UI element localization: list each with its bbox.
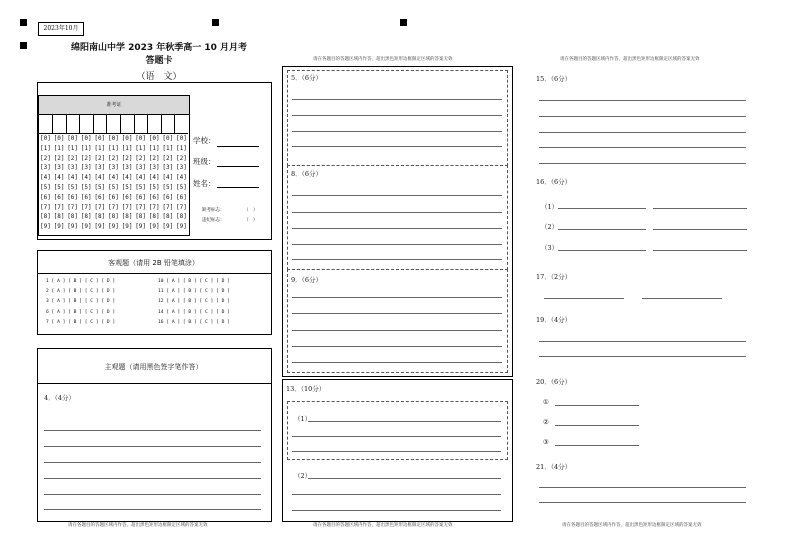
admission-digit[interactable]: [9]	[121, 223, 133, 231]
answer-line[interactable]	[292, 228, 502, 229]
admission-digit[interactable]: [2]	[94, 154, 106, 162]
answer-line[interactable]	[44, 478, 261, 479]
admission-label: 准考证	[39, 96, 189, 115]
notice-col3-bottom: 请在各题目的答题区域内作答，超出黑色矩形边框限定区域的答案无效	[562, 523, 702, 528]
answer-line[interactable]	[292, 362, 502, 363]
q4-answer-box	[37, 383, 272, 522]
admission-digit[interactable]: [0]	[67, 135, 79, 142]
admission-cell[interactable]	[107, 115, 121, 134]
q5-label: 5．（6分）	[291, 74, 323, 82]
admission-digit[interactable]: [1]	[148, 144, 160, 152]
answer-line[interactable]	[539, 487, 746, 488]
admission-digit[interactable]: [7]	[80, 203, 92, 211]
admission-digit[interactable]: [2]	[40, 154, 51, 162]
admission-digit[interactable]: [4]	[53, 174, 65, 182]
q16-part2-label: （2）	[541, 223, 559, 231]
admission-digit[interactable]: [1]	[108, 144, 119, 152]
q9-label: 9．（6分）	[291, 276, 323, 284]
admission-digit[interactable]: [7]	[148, 203, 160, 211]
answer-line[interactable]	[555, 445, 639, 446]
admission-digit[interactable]: [3]	[148, 164, 160, 172]
admission-digit[interactable]: [3]	[40, 164, 51, 172]
mcq-item[interactable]: 12 [ A ] [ B ] [ C ] [ D ]	[158, 299, 230, 304]
class-input[interactable]	[217, 166, 259, 167]
admission-cell[interactable]	[80, 115, 94, 134]
notice-col2-bottom: 请在各题目的答题区域内作答，超出黑色矩形边框限定区域的答案无效	[313, 523, 453, 528]
admission-digit[interactable]: [6]	[135, 193, 147, 201]
admission-digit[interactable]: [0]	[176, 135, 187, 142]
admission-digit-column[interactable]	[94, 134, 105, 232]
admission-digit[interactable]: [0]	[53, 135, 65, 142]
answer-line[interactable]	[292, 195, 502, 196]
name-input[interactable]	[217, 187, 259, 188]
admission-digit[interactable]: [3]	[176, 164, 187, 172]
admission-digit[interactable]: [4]	[148, 174, 160, 182]
answer-line[interactable]	[292, 313, 502, 314]
answer-line[interactable]	[539, 502, 746, 503]
mcq-item[interactable]: 2 [ A ] [ B ] [ C ] [ D ]	[46, 289, 116, 294]
admission-digit-column[interactable]	[135, 134, 146, 232]
admission-digit-column[interactable]	[162, 134, 173, 232]
admission-digit[interactable]: [3]	[53, 164, 65, 172]
answer-line[interactable]	[653, 229, 747, 230]
answer-line[interactable]	[292, 436, 501, 437]
admission-digit[interactable]: [6]	[176, 193, 187, 201]
q4-label: 4．（4分）	[44, 394, 76, 402]
admission-digit[interactable]: [9]	[67, 223, 79, 231]
admission-digit[interactable]: [2]	[67, 154, 79, 162]
answer-line[interactable]	[653, 250, 747, 251]
admission-digit[interactable]: [0]	[80, 135, 92, 142]
q15-label: 15．（6分）	[536, 75, 572, 83]
answer-line[interactable]	[44, 430, 261, 431]
school-title: 绵阳南山中学 2023 年秋季高一 10 月月考	[70, 43, 248, 53]
q8-label: 8．（6分）	[291, 170, 323, 178]
admission-digit[interactable]: [7]	[94, 203, 106, 211]
card-title: 答题卡	[145, 56, 173, 66]
admission-digit[interactable]: [4]	[162, 174, 174, 182]
answer-line[interactable]	[292, 330, 502, 331]
answer-line[interactable]	[642, 298, 722, 299]
admission-digit[interactable]: [5]	[176, 183, 187, 191]
subject-title: （语 文）	[136, 72, 182, 82]
registration-mark-2	[20, 42, 27, 49]
admission-digit[interactable]: [6]	[53, 193, 65, 201]
school-input[interactable]	[217, 146, 259, 147]
admission-digit[interactable]: [9]	[108, 223, 119, 231]
admission-digit[interactable]: [2]	[162, 154, 174, 162]
answer-line[interactable]	[308, 478, 501, 479]
admission-digit[interactable]: [3]	[94, 164, 106, 172]
answer-line[interactable]	[44, 446, 261, 447]
admission-digit[interactable]: [4]	[94, 174, 106, 182]
admission-digit[interactable]: [5]	[53, 183, 65, 191]
answer-line[interactable]	[558, 250, 646, 251]
notice-col2-top: 请在各题目的答题区域内作答，超出黑色矩形边框限定区域的答案无效	[313, 57, 453, 62]
mcq-item[interactable]: 6 [ A ] [ B ] [ C ] [ D ]	[46, 310, 116, 315]
admission-digit[interactable]: [3]	[121, 164, 133, 172]
admission-digit-column[interactable]	[67, 134, 78, 232]
admission-digit[interactable]: [2]	[121, 154, 133, 162]
name-label: 姓名：	[193, 179, 216, 188]
admission-digit[interactable]: [6]	[162, 193, 174, 201]
admission-digit[interactable]: [8]	[80, 213, 92, 221]
answer-line[interactable]	[44, 509, 261, 510]
registration-mark-1	[20, 19, 27, 26]
q16-label: 16．（6分）	[536, 178, 572, 186]
mcq-item[interactable]: 10 [ A ] [ B ] [ C ] [ D ]	[158, 279, 230, 284]
admission-digit[interactable]: [2]	[80, 154, 92, 162]
notice-col1-bottom: 请在各题目的答题区域内作答，超出黑色矩形边框限定区域的答案无效	[68, 523, 208, 528]
admission-digit[interactable]: [5]	[94, 183, 106, 191]
absent-mark-label: 缺考标志：	[202, 208, 225, 213]
q19-label: 19．（4分）	[536, 316, 572, 324]
answer-line[interactable]	[292, 146, 502, 147]
admission-digit[interactable]: [0]	[40, 135, 51, 142]
answer-line[interactable]	[539, 147, 746, 148]
admission-digit[interactable]: [8]	[162, 213, 174, 221]
q20-part1-label: ①	[543, 398, 549, 406]
admission-digit[interactable]: [6]	[40, 193, 51, 201]
admission-digit[interactable]: [8]	[148, 213, 160, 221]
admission-cell[interactable]	[134, 115, 148, 134]
answer-line[interactable]	[544, 298, 624, 299]
admission-digit[interactable]: [8]	[135, 213, 147, 221]
admission-cell[interactable]	[66, 115, 80, 134]
admission-digit[interactable]: [4]	[80, 174, 92, 182]
admission-digit[interactable]: [2]	[148, 154, 160, 162]
objective-title: 客观题（请用 2B 铅笔填涂）	[108, 259, 199, 267]
answer-line[interactable]	[555, 405, 639, 406]
admission-digit[interactable]: [0]	[108, 135, 119, 142]
q13-part2-label: （2）	[294, 472, 312, 480]
admission-digit[interactable]: [3]	[135, 164, 147, 172]
admission-digit[interactable]: [4]	[135, 174, 147, 182]
admission-digit[interactable]: [1]	[67, 144, 79, 152]
admission-digit[interactable]: [5]	[67, 183, 79, 191]
answer-line[interactable]	[44, 494, 261, 495]
admission-digit[interactable]: [5]	[162, 183, 174, 191]
answer-line[interactable]	[292, 510, 501, 511]
mcq-item[interactable]: 16 [ A ] [ B ] [ C ] [ D ]	[158, 320, 230, 325]
admission-digit[interactable]: [1]	[80, 144, 92, 152]
admission-digit[interactable]: [4]	[40, 174, 51, 182]
admission-digit[interactable]: [0]	[121, 135, 133, 142]
admission-digit[interactable]: [4]	[67, 174, 79, 182]
answer-line[interactable]	[292, 115, 502, 116]
answer-line[interactable]	[653, 208, 747, 209]
admission-digit-column[interactable]	[122, 134, 133, 232]
answer-line[interactable]	[558, 208, 646, 209]
answer-line[interactable]	[292, 259, 502, 260]
admission-digit[interactable]: [4]	[176, 174, 187, 182]
q20-label: 20．（6分）	[536, 378, 572, 386]
admission-digit-column[interactable]	[54, 134, 65, 232]
admission-digit[interactable]: [2]	[53, 154, 65, 162]
q9-answer-area	[287, 269, 508, 373]
admission-cell[interactable]	[121, 115, 135, 134]
admission-digit[interactable]: [8]	[121, 213, 133, 221]
admission-digit-column[interactable]	[40, 134, 51, 232]
answer-line[interactable]	[558, 229, 646, 230]
answer-line[interactable]	[292, 494, 501, 495]
admission-digit[interactable]: [3]	[108, 164, 119, 172]
admission-cell[interactable]	[175, 115, 188, 134]
school-label: 学校：	[193, 136, 216, 145]
admission-digit[interactable]: [1]	[162, 144, 174, 152]
answer-line[interactable]	[539, 116, 746, 117]
q13-label: 13．（10分）	[286, 385, 326, 393]
admission-digit-column[interactable]	[149, 134, 160, 232]
admission-digit[interactable]: [7]	[53, 203, 65, 211]
admission-digit[interactable]: [0]	[135, 135, 147, 142]
admission-digit[interactable]: [3]	[162, 164, 174, 172]
q20-part3-label: ③	[543, 438, 549, 446]
q21-label: 21．（4分）	[536, 463, 572, 471]
admission-digit[interactable]: [2]	[176, 154, 187, 162]
answer-line[interactable]	[555, 425, 639, 426]
admission-digit[interactable]: [9]	[148, 223, 160, 231]
admission-cell[interactable]	[93, 115, 107, 134]
admission-digit[interactable]: [1]	[121, 144, 133, 152]
answer-line[interactable]	[539, 341, 746, 342]
admission-digit[interactable]: [5]	[148, 183, 160, 191]
admission-digit[interactable]: [1]	[53, 144, 65, 152]
admission-digit[interactable]: [8]	[67, 213, 79, 221]
answer-line[interactable]	[539, 163, 746, 164]
answer-line[interactable]	[292, 346, 502, 347]
mcq-item[interactable]: 11 [ A ] [ B ] [ C ] [ D ]	[158, 289, 230, 294]
mcq-item[interactable]: 14 [ A ] [ B ] [ C ] [ D ]	[158, 310, 230, 315]
admission-digit-column[interactable]	[176, 134, 187, 232]
q5-answer-area	[287, 70, 508, 166]
admission-digit[interactable]: [7]	[135, 203, 147, 211]
admission-digit[interactable]: [1]	[40, 144, 51, 152]
admission-digit[interactable]: [9]	[162, 223, 174, 231]
admission-digit[interactable]: [5]	[80, 183, 92, 191]
answer-line[interactable]	[292, 451, 501, 452]
q16-part3-label: （3）	[541, 244, 559, 252]
admission-digit[interactable]: [7]	[67, 203, 79, 211]
mcq-item[interactable]: 7 [ A ] [ B ] [ C ] [ D ]	[46, 320, 116, 325]
admission-digit[interactable]: [3]	[80, 164, 92, 172]
admission-number-grid	[38, 95, 190, 236]
admission-cell[interactable]	[53, 115, 67, 134]
admission-digit[interactable]: [8]	[108, 213, 119, 221]
answer-line[interactable]	[539, 356, 746, 357]
answer-line[interactable]	[292, 99, 502, 100]
q13-part1-label: （1）	[294, 415, 312, 423]
admission-digit[interactable]: [1]	[94, 144, 106, 152]
admission-digit[interactable]: [5]	[121, 183, 133, 191]
admission-digit[interactable]: [8]	[94, 213, 106, 221]
answer-line[interactable]	[539, 100, 746, 101]
registration-mark-3	[212, 19, 219, 26]
admission-digit-column[interactable]	[108, 134, 119, 232]
q16-part1-label: （1）	[541, 203, 559, 211]
admission-digit[interactable]: [9]	[94, 223, 106, 231]
admission-digit[interactable]: [4]	[108, 174, 119, 182]
admission-digit[interactable]: [7]	[162, 203, 174, 211]
answer-line[interactable]	[539, 132, 746, 133]
admission-cell[interactable]	[148, 115, 162, 134]
q17-label: 17．（2分）	[536, 273, 572, 281]
admission-digit[interactable]: [9]	[80, 223, 92, 231]
admission-digit[interactable]: [9]	[176, 223, 187, 231]
admission-cell[interactable]	[39, 115, 53, 134]
admission-digit[interactable]: [0]	[94, 135, 106, 142]
admission-digit[interactable]: [6]	[108, 193, 119, 201]
admission-digit[interactable]: [6]	[121, 193, 133, 201]
admission-digit[interactable]: [2]	[135, 154, 147, 162]
answer-line[interactable]	[44, 462, 261, 463]
admission-digit[interactable]: [7]	[121, 203, 133, 211]
admission-digit[interactable]: [7]	[40, 203, 51, 211]
mcq-item[interactable]: 1 [ A ] [ B ] [ C ] [ D ]	[46, 279, 116, 284]
admission-digit[interactable]: [3]	[67, 164, 79, 172]
answer-line[interactable]	[308, 421, 501, 422]
admission-digit[interactable]: [6]	[148, 193, 160, 201]
admission-digit[interactable]: [8]	[53, 213, 65, 221]
q20-part2-label: ②	[543, 418, 549, 426]
admission-digit[interactable]: [9]	[53, 223, 65, 231]
class-label: 班级：	[193, 157, 216, 166]
admission-digit[interactable]: [6]	[80, 193, 92, 201]
admission-digit[interactable]: [2]	[108, 154, 119, 162]
violation-mark-box[interactable]: （ ）	[244, 218, 258, 223]
q8-answer-area	[287, 165, 508, 270]
admission-digit[interactable]: [0]	[162, 135, 174, 142]
admission-digit[interactable]: [1]	[176, 144, 187, 152]
admission-digit[interactable]: [0]	[148, 135, 160, 142]
admission-digit[interactable]: [8]	[40, 213, 51, 221]
registration-mark-4	[400, 19, 407, 26]
admission-digit[interactable]: [6]	[67, 193, 79, 201]
admission-digit[interactable]: [8]	[176, 213, 187, 221]
violation-mark-label: 违纪标志：	[202, 218, 225, 223]
admission-digit[interactable]: [7]	[176, 203, 187, 211]
admission-digit[interactable]: [1]	[135, 144, 147, 152]
mcq-item[interactable]: 3 [ A ] [ B ] [ C ] [ D ]	[46, 299, 116, 304]
absent-mark-box[interactable]: （ ）	[244, 208, 258, 213]
admission-digit[interactable]: [6]	[94, 193, 106, 201]
answer-line[interactable]	[292, 212, 502, 213]
date-tag: 2023年10月	[38, 22, 84, 36]
admission-digit[interactable]: [9]	[40, 223, 51, 231]
admission-digit[interactable]: [4]	[121, 174, 133, 182]
admission-digit[interactable]: [5]	[108, 183, 119, 191]
answer-line[interactable]	[292, 297, 502, 298]
admission-digit-column[interactable]	[81, 134, 92, 232]
answer-line[interactable]	[292, 244, 502, 245]
notice-col3-top: 请在各题目的答题区域内作答，超出黑色矩形边框限定区域的答案无效	[560, 57, 700, 62]
subjective-title: 主观题（请用黑色签字笔作答）	[104, 363, 203, 371]
admission-digit[interactable]: [7]	[108, 203, 119, 211]
admission-digit[interactable]: [9]	[135, 223, 147, 231]
answer-line[interactable]	[292, 131, 502, 132]
admission-digit[interactable]: [5]	[135, 183, 147, 191]
admission-cell[interactable]	[161, 115, 175, 134]
admission-digit[interactable]: [5]	[40, 183, 51, 191]
